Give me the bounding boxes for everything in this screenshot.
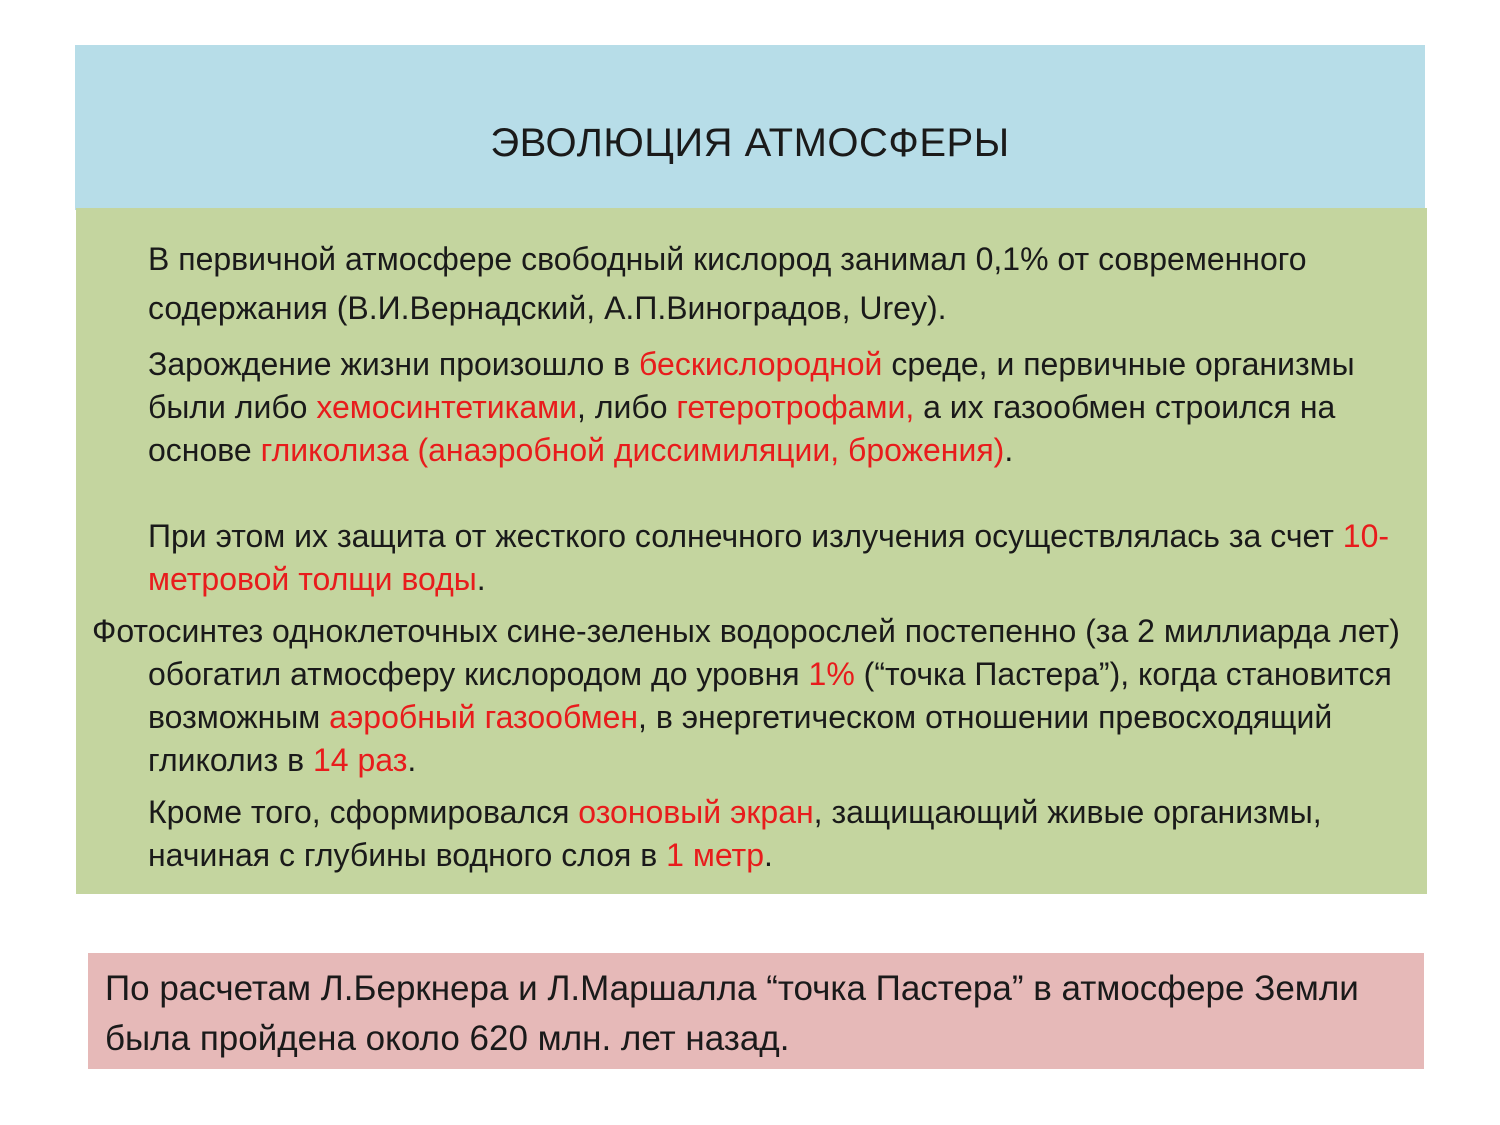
paragraph-primary-atmosphere: [148, 235, 1413, 333]
text-segment: .: [407, 742, 417, 778]
text-segment: а их газообмен строился на основе: [148, 389, 1336, 468]
text-segment: Зарождение жизни произошло в: [148, 346, 640, 382]
paragraph-ozone-screen: [148, 791, 1413, 877]
highlighted-term: 1 метр: [666, 837, 764, 873]
title-banner: [75, 45, 1425, 210]
highlighted-term: хемосинтетиками: [316, 389, 578, 425]
highlighted-term: аэробный газообмен: [329, 699, 639, 735]
highlighted-term: бескислородной: [639, 346, 883, 382]
text-segment: Фотосинтез одноклеточных сине-зеленых водорослей постепенно (за 2 миллиарда лет) обогатил атмосферу кислородом до уровня: [92, 613, 1400, 692]
text-segment: .: [476, 561, 486, 597]
text-segment: , либо: [577, 389, 677, 425]
text-segment: , в энергетическом отношении превосходящий гликолиз в: [148, 699, 1333, 778]
highlighted-term: 14 раз: [312, 742, 408, 778]
text-segment: .: [764, 837, 773, 873]
content-panel: [76, 208, 1427, 894]
text-segment: При этом их защита от жесткого солнечного излучения осуществлялась за счет: [148, 518, 1343, 554]
text-segment: В первичной атмосфере свободный кислород занимал 0,1% от современного содержания (В.И.Вернадский, А.П.Виноградов, Urey).: [148, 241, 1307, 326]
text-segment: среде, и первичные организмы были либо: [148, 346, 1355, 425]
page-title: ЭВОЛЮЦИЯ АТМОСФЕРЫ: [490, 121, 1010, 165]
paragraph-photosynthesis: [92, 610, 1468, 782]
paragraph-origin-of-life: [148, 343, 1413, 472]
highlighted-term: гликолиза (анаэробной диссимиляции, брожения): [260, 432, 1005, 468]
paragraph-water-protection: [148, 515, 1413, 601]
highlighted-term: озоновый экран: [578, 794, 814, 830]
text-segment: , защищающий живые организмы, начиная с глубины водного слоя в: [148, 794, 1322, 873]
text-segment: (“точка Пастера”), когда становится возможным: [148, 656, 1392, 735]
note-panel: [88, 953, 1424, 1069]
note-text: По расчетам Л.Беркнера и Л.Маршалла “точка Пастера” в атмосфере Земли была пройдена около 620 млн. лет назад.: [105, 969, 1359, 1058]
text-segment: .: [1004, 432, 1014, 468]
highlighted-term: 10-метровой толщи воды: [148, 518, 1390, 597]
highlighted-term: 1%: [808, 656, 855, 692]
text-segment: Кроме того, сформировался: [148, 794, 579, 830]
highlighted-term: гетеротрофами,: [676, 389, 915, 425]
